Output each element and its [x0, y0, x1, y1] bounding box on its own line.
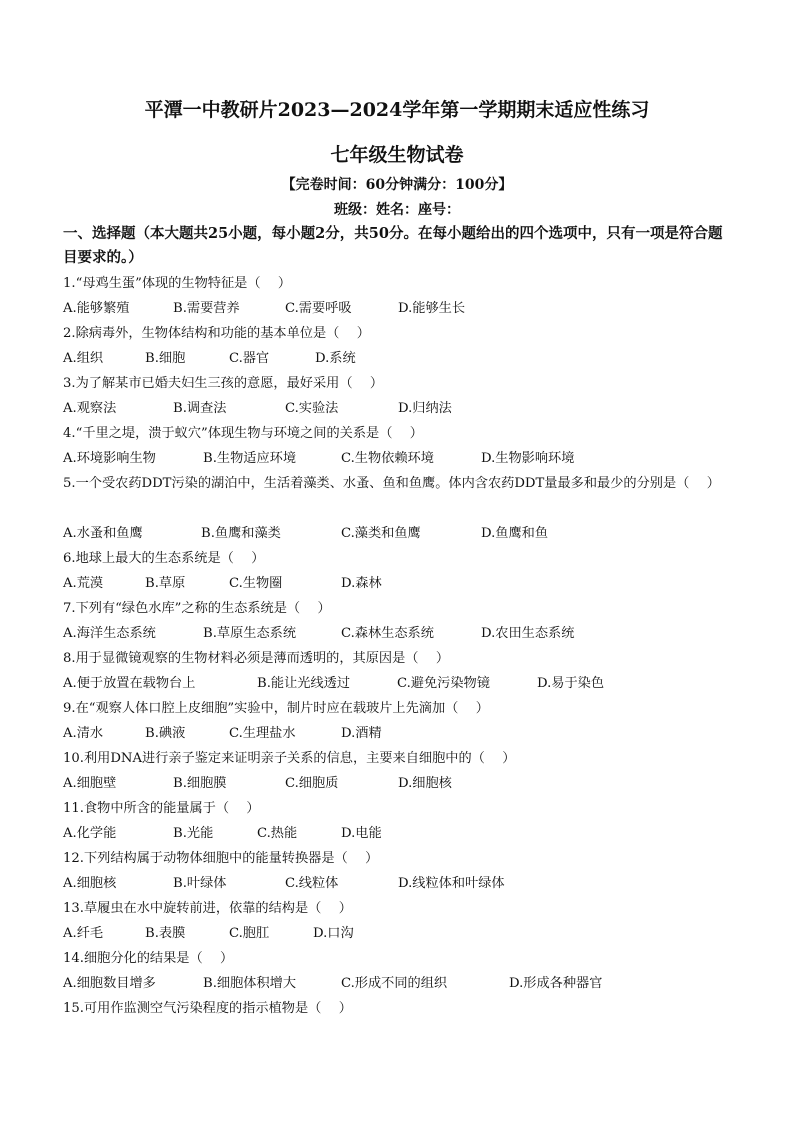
option-b: B.调查法 — [173, 401, 227, 416]
option-d: D.形成各种器官 — [509, 976, 603, 991]
question-stem: 14.细胞分化的结果是（ ） — [63, 951, 234, 966]
option-b: B.细胞 — [145, 351, 186, 366]
question-stem: 1.“母鸡生蛋”体现的生物特征是（ ） — [63, 276, 292, 291]
option-d: D.酒精 — [341, 726, 382, 741]
option-c: C.生物圈 — [229, 576, 283, 591]
option-c: C.生理盐水 — [229, 726, 296, 741]
section-heading: 一、选择题（本大题共25小题，每小题2分，共50分。在每小题给出的四个选项中，只有一项是符合题目要求的。） — [63, 225, 723, 266]
exam-subtitle: 七年级生物试卷 — [330, 144, 464, 166]
exam-title: 平潭一中教研片2023—2024学年第一学期期末适应性练习 — [144, 99, 650, 121]
option-c: C.森林生态系统 — [341, 626, 434, 641]
option-c: C.实验法 — [285, 401, 339, 416]
question-options — [63, 971, 733, 996]
option-a: A.纤毛 — [63, 926, 104, 941]
question-stem: 5.一个受农药DDT污染的湖泊中，生活着藻类、水蚤、鱼和鱼鹰。体内含农药DDT量最多和最少的分别是（ ） — [63, 476, 720, 491]
question-stem: 2.除病毒外，生物体结构和功能的基本单位是（ ） — [63, 326, 370, 341]
option-a: A.荒漠 — [63, 576, 104, 591]
question-options — [63, 521, 733, 546]
question-stem: 9.在“观察人体口腔上皮细胞”实验中，制片时应在载玻片上先滴加（ ） — [63, 701, 489, 716]
option-c: C.细胞质 — [285, 776, 339, 791]
option-d: D.鱼鹰和鱼 — [481, 526, 549, 541]
option-b: B.鱼鹰和藻类 — [201, 526, 281, 541]
question-options — [63, 571, 733, 596]
option-a: A.细胞核 — [63, 876, 117, 891]
option-a: A.化学能 — [63, 826, 117, 841]
option-a: A.细胞数目增多 — [63, 976, 156, 991]
option-d: D.线粒体和叶绿体 — [398, 876, 505, 891]
option-b: B.表膜 — [145, 926, 186, 941]
question-stem: 10.利用DNA进行亲子鉴定来证明亲子关系的信息，主要来自细胞中的（ ） — [63, 751, 516, 766]
option-d: D.系统 — [315, 351, 356, 366]
option-d: D.归纳法 — [398, 401, 452, 416]
option-a: A.环境影响生物 — [63, 451, 156, 466]
question-stem: 13.草履虫在水中旋转前进，依靠的结构是（ ） — [63, 901, 352, 916]
question-options — [63, 446, 733, 471]
option-b: B.草原生态系统 — [203, 626, 297, 641]
option-a: A.细胞壁 — [63, 776, 117, 791]
option-a: A.水蚤和鱼鹰 — [63, 526, 143, 541]
question-options — [63, 346, 733, 371]
option-b: B.草原 — [145, 576, 186, 591]
option-b: B.需要营养 — [173, 301, 240, 316]
option-d: D.生物影响环境 — [481, 451, 575, 466]
option-a: A.组织 — [63, 351, 104, 366]
option-b: B.光能 — [173, 826, 214, 841]
option-d: D.易于染色 — [537, 676, 605, 691]
question-list — [63, 271, 733, 1021]
question-options — [63, 821, 733, 846]
option-d: D.细胞核 — [398, 776, 452, 791]
option-c: C.避免污染物镜 — [397, 676, 490, 691]
question-stem: 12.下列结构属于动物体细胞中的能量转换器是（ ） — [63, 851, 379, 866]
option-a: A.海洋生态系统 — [63, 626, 156, 641]
option-d: D.口沟 — [313, 926, 354, 941]
option-b: B.能让光线透过 — [257, 676, 351, 691]
option-d: D.能够生长 — [398, 301, 466, 316]
question-stem: 7.下列有“绿色水库”之称的生态系统是（ ） — [63, 601, 331, 616]
option-c: C.形成不同的组织 — [341, 976, 448, 991]
question-stem: 15.可用作监测空气污染程度的指示植物是（ ） — [63, 1001, 352, 1016]
option-c: C.热能 — [257, 826, 298, 841]
option-d: D.农田生态系统 — [481, 626, 575, 641]
question-stem: 3.为了解某市已婚夫妇生三孩的意愿，最好采用（ ） — [63, 376, 384, 391]
option-c: C.藻类和鱼鹰 — [341, 526, 421, 541]
option-c: C.需要呼吸 — [285, 301, 352, 316]
question-stem: 6.地球上最大的生态系统是（ ） — [63, 551, 265, 566]
option-d: D.森林 — [341, 576, 382, 591]
option-b: B.生物适应环境 — [203, 451, 297, 466]
question-options — [63, 296, 733, 321]
question-options — [63, 671, 733, 696]
option-c: C.胞肛 — [229, 926, 270, 941]
option-a: A.能够繁殖 — [63, 301, 130, 316]
student-info-line: 班级：姓名：座号： — [334, 202, 460, 218]
option-d: D.电能 — [341, 826, 382, 841]
option-b: B.细胞体积增大 — [203, 976, 297, 991]
question-options — [63, 721, 733, 746]
question-stem: 4.“千里之堤，溃于蚁穴”体现生物与环境之间的关系是（ ） — [63, 426, 423, 441]
option-a: A.清水 — [63, 726, 104, 741]
question-stem: 8.用于显微镜观察的生物材料必须是薄而透明的，其原因是（ ） — [63, 651, 450, 666]
option-a: A.便于放置在载物台上 — [63, 676, 196, 691]
option-c: C.器官 — [229, 351, 270, 366]
option-a: A.观察法 — [63, 401, 117, 416]
question-options — [63, 621, 733, 646]
option-b: B.细胞膜 — [173, 776, 227, 791]
option-c: C.线粒体 — [285, 876, 339, 891]
option-c: C.生物依赖环境 — [341, 451, 434, 466]
question-options — [63, 771, 733, 796]
question-options — [63, 396, 733, 421]
option-b: B.叶绿体 — [173, 876, 227, 891]
question-options — [63, 871, 733, 896]
option-b: B.碘液 — [145, 726, 186, 741]
exam-time-info: 【完卷时间：60分钟满分：100分】 — [281, 177, 513, 193]
question-stem: 11.食物中所含的能量属于（ ） — [63, 801, 260, 816]
question-options — [63, 921, 733, 946]
